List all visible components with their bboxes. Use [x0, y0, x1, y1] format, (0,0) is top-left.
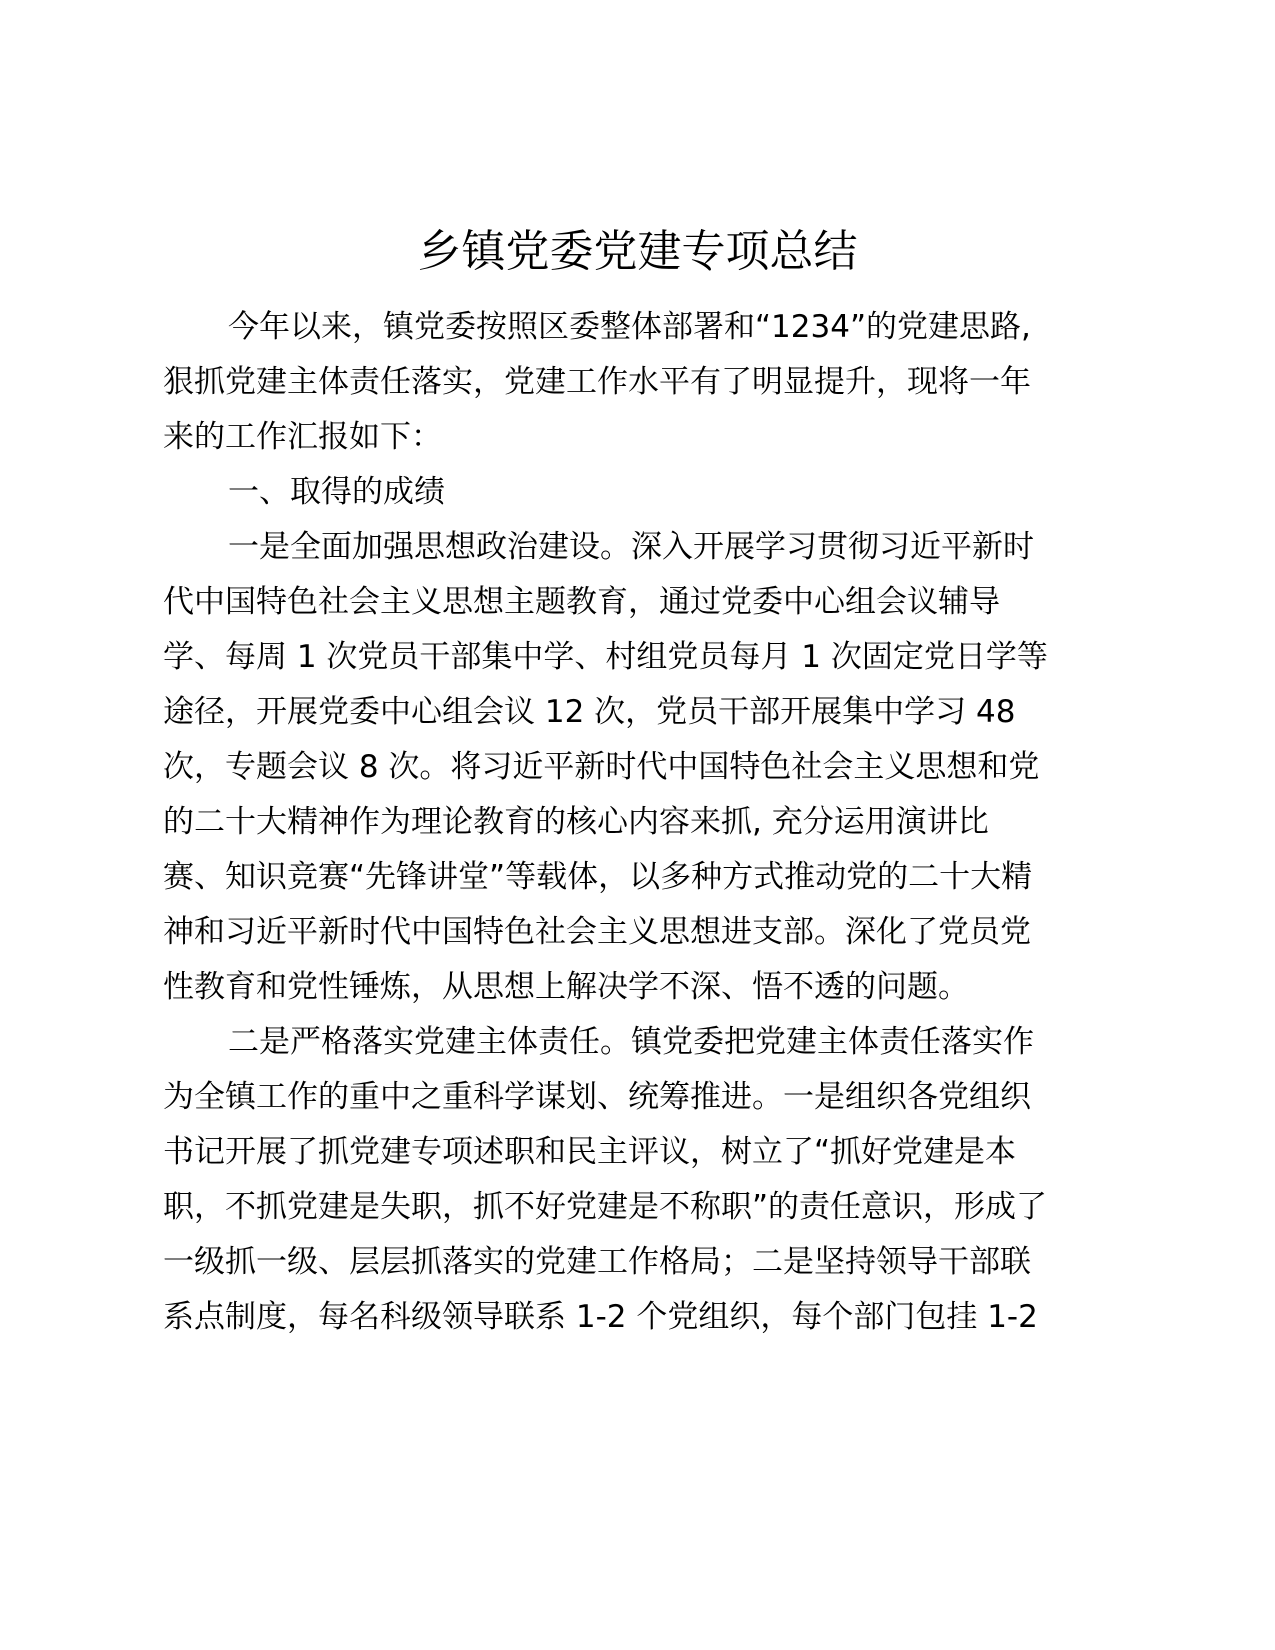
paragraph-3-line-6: 系点制度，每名科级领导联系 1-2 个党组织，每个部门包挂 1-2 [163, 1299, 1038, 1335]
paragraph-2-line-4: 途径，开展党委中心组会议 12 次，党员干部开展集中学习 48 [163, 694, 1016, 730]
paragraph-2-line-2: 代中国特色社会主义思想主题教育，通过党委中心组会议辅导 [163, 584, 1000, 620]
paragraph-1-line-3: 来的工作汇报如下： [163, 419, 442, 455]
paragraph-3-line-5: 一级抓一级、层层抓落实的党建工作格局；二是坚持领导干部联 [163, 1244, 1031, 1280]
paragraph-2-line-1: 一是全面加强思想政治建设。深入开展学习贯彻习近平新时 [228, 529, 1034, 565]
paragraph-3-line-4: 职，不抓党建是失职，抓不好党建是不称职”的责任意识，形成了 [163, 1189, 1048, 1225]
paragraph-2-line-9: 性教育和党性锤炼，从思想上解决学不深、悟不透的问题。 [163, 969, 969, 1005]
paragraph-2-line-8: 神和习近平新时代中国特色社会主义思想进支部。深化了党员党 [163, 914, 1031, 950]
paragraph-2-line-7: 赛、知识竞赛“先锋讲堂”等载体，以多种方式推动党的二十大精 [163, 859, 1033, 895]
paragraph-3-line-1: 二是严格落实党建主体责任。镇党委把党建主体责任落实作 [228, 1024, 1034, 1060]
paragraph-3-line-3: 书记开展了抓党建专项述职和民主评议，树立了“抓好党建是本 [163, 1134, 1017, 1170]
paragraph-2-line-6: 的二十大精神作为理论教育的核心内容来抓, 充分运用演讲比 [163, 804, 989, 840]
section-heading-achievements: 一、取得的成绩 [228, 474, 445, 510]
paragraph-1-line-2: 狠抓党建主体责任落实，党建工作水平有了明显提升，现将一年 [163, 364, 1031, 400]
paragraph-2-line-5: 次，专题会议 8 次。将习近平新时代中国特色社会主义思想和党 [163, 749, 1040, 785]
paragraph-1-line-1: 今年以来，镇党委按照区委整体部署和“1234”的党建思路, [228, 309, 1031, 345]
paragraph-2-line-3: 学、每周 1 次党员干部集中学、村组党员每月 1 次固定党日学等 [163, 639, 1048, 675]
paragraph-3-line-2: 为全镇工作的重中之重科学谋划、统筹推进。一是组织各党组织 [163, 1079, 1031, 1115]
document-title: 乡镇党委党建专项总结 [417, 226, 858, 277]
